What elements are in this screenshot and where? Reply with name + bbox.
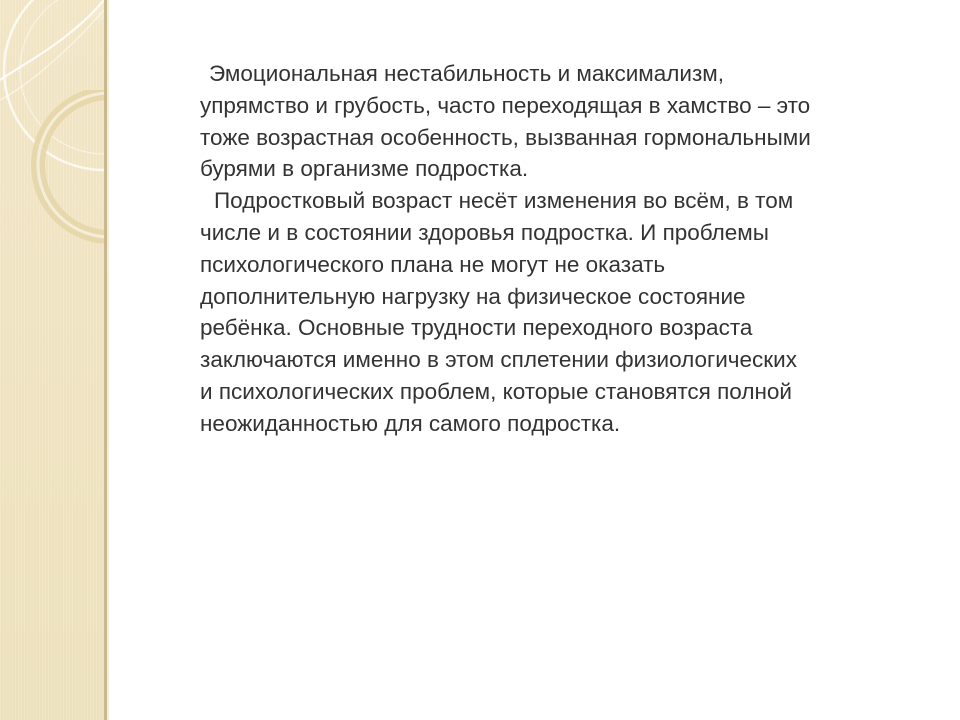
panel-divider-highlight: [107, 0, 109, 720]
slide-body-text: [200, 58, 940, 440]
decorative-ring-graphic: [0, 90, 104, 250]
paragraph-1-line-1: Эмоциональная нестабильность и максимализм,: [209, 61, 724, 86]
paragraph-1-line-4: бурями в организме подростка.: [200, 156, 529, 182]
paragraph-2-line-6: заключаются именно в этом сплетении физиологических: [200, 347, 797, 373]
paragraph-1-line-2: упрямство и грубость, часто переходящая в хамство – это: [200, 92, 811, 118]
decorative-side-panel: [0, 0, 104, 720]
paragraph-2-line-7: и психологических проблем, которые становятся полной: [200, 378, 792, 404]
paragraph-2-line-3: психологического плана не могут не оказать: [200, 251, 666, 277]
paragraph-2-line-4: дополнительную нагрузку на физическое состояние: [200, 283, 746, 309]
paragraph-2-line-1: Подростковый возраст несёт изменения во всём, в том: [214, 188, 794, 214]
paragraph-2-line-2: числе и в состоянии здоровья подростка. И проблемы: [200, 219, 769, 245]
paragraph-2-line-8: неожиданностью для самого подростка.: [200, 410, 621, 436]
paragraph-1-line-3: тоже возрастная особенность, вызванная гормональными: [200, 124, 811, 150]
paragraph-2-line-5: ребёнка. Основные трудности переходного возраста: [200, 315, 753, 341]
